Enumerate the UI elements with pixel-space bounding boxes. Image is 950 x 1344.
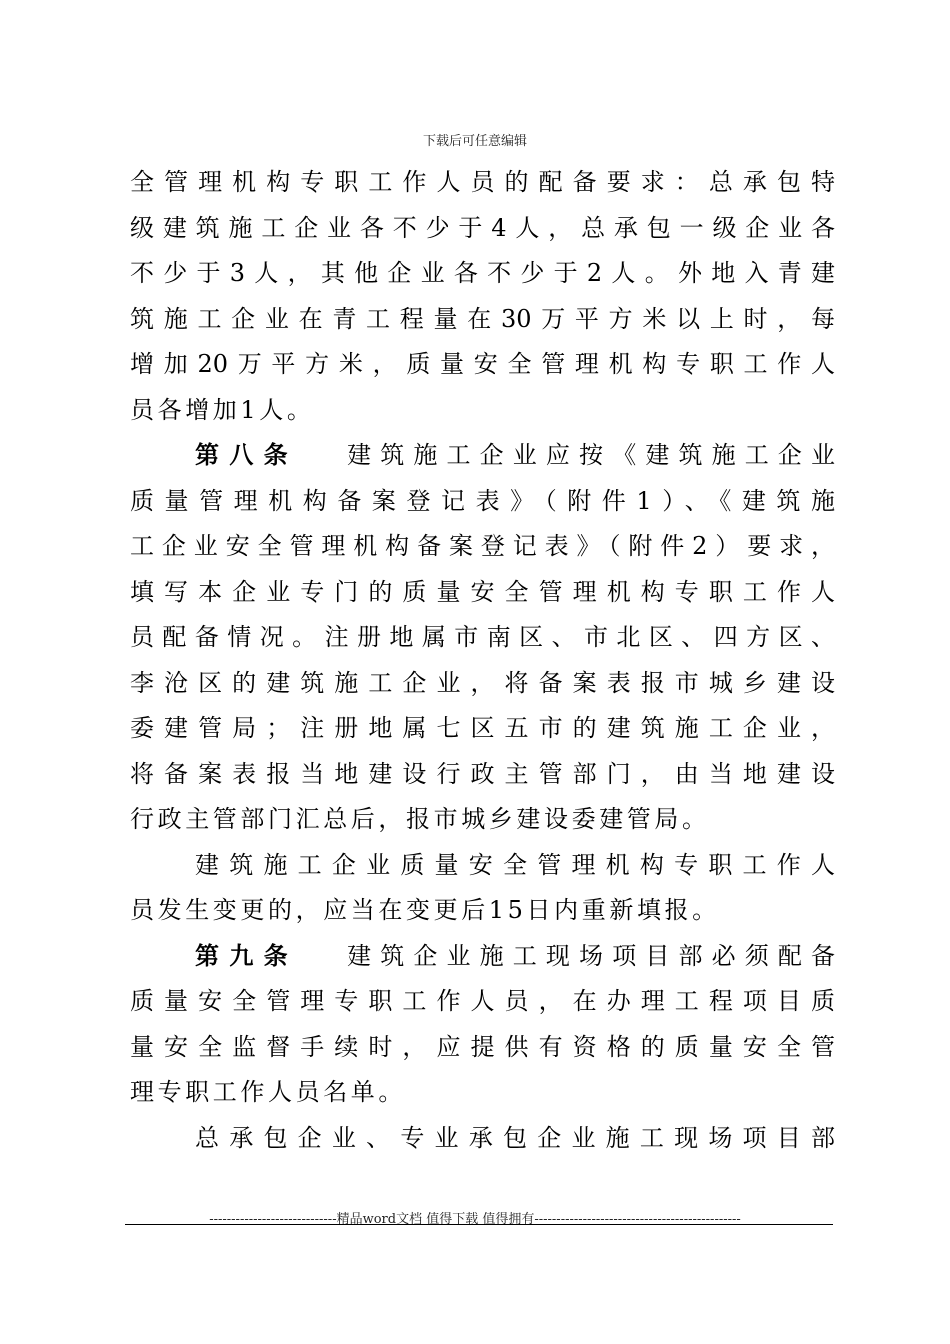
text-line: 质量管理机构备案登记表》（附件1）、《建筑施: [130, 486, 835, 515]
article-9-first-line: [130, 934, 835, 980]
text-line: 增加20万平方米，质量安全管理机构专职工作人: [130, 350, 835, 378]
text-line: 员各增加1人。: [130, 395, 315, 424]
text-line: 筑施工企业在青工程量在30万平方米以上时，每: [130, 304, 835, 333]
text-line: 行政主管部门汇总后，报市城乡建设委建管局。: [130, 805, 710, 833]
text-line: 将备案表报当地建设行政主管部门，由当地建设: [130, 759, 835, 788]
text-line: 级建筑施工企业各不少于4人，总承包一级企业各: [130, 213, 835, 242]
text-line: 李沧区的建筑施工企业，将备案表报市城乡建设: [130, 668, 835, 697]
text-line: 总承包企业、专业承包企业施工现场项目部: [195, 1123, 835, 1152]
text-line: 理专职工作人员名单。: [130, 1078, 406, 1106]
text-span: 建筑企业施工现场项目部必须配备: [338, 941, 835, 970]
text-line: 不少于3人，其他企业各不少于2人。外地入青建: [130, 259, 835, 287]
article-number: 第八条: [195, 441, 298, 469]
text-line: 工企业安全管理机构备案登记表》（附件2）要求，: [130, 532, 835, 560]
text-line: 全管理机构专职工作人员的配备要求：总承包特: [130, 168, 835, 196]
text-line: 量安全监督手续时，应提供有资格的质量安全管: [130, 1032, 835, 1061]
text-line: 委建管局；注册地属七区五市的建筑施工企业，: [130, 714, 835, 742]
text-span: 建筑施工企业应按《建筑施工企业: [338, 441, 835, 469]
document-body: [130, 160, 835, 1161]
text-line: 员配备情况。注册地属市南区、市北区、四方区、: [130, 623, 835, 651]
page-header-note: 下载后可任意编辑: [422, 134, 527, 149]
text-line: 质量安全管理专职工作人员，在办理工程项目质: [130, 987, 835, 1015]
text-line: 填写本企业专门的质量安全管理机构专职工作人: [130, 577, 835, 606]
article-8-first-line: [130, 433, 835, 479]
text-line: 员发生变更的，应当在变更后15日内重新填报。: [130, 896, 720, 924]
text-line: 建筑施工企业质量安全管理机构专职工作人: [195, 850, 835, 879]
page-footer-note: -----------------------------精品word文档 值得下载 值得拥有-----------------------------------------------: [209, 1212, 741, 1227]
article-number: 第九条: [195, 941, 298, 970]
footer-rule: [125, 1224, 833, 1225]
